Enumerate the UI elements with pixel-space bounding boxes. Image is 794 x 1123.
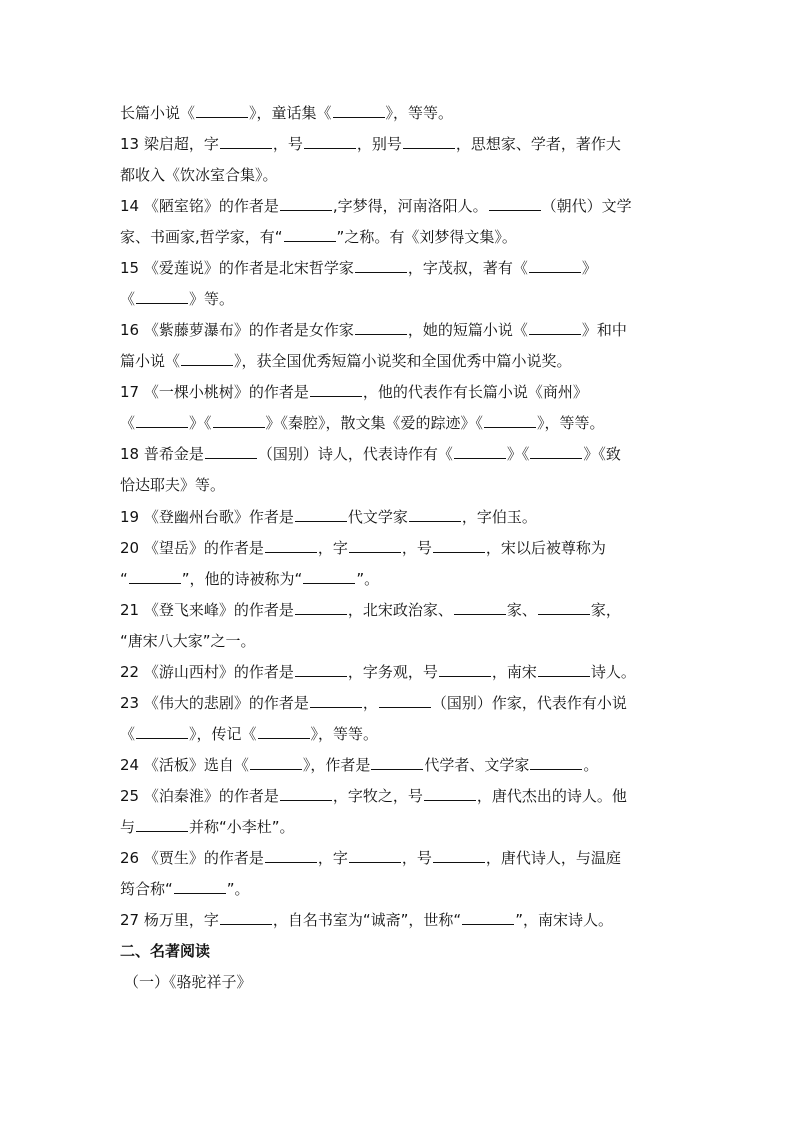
line-text: 》，等等。 [310, 725, 379, 743]
section-heading: 二、名著阅读 [120, 942, 211, 960]
answer-blank[interactable] [136, 725, 188, 739]
line-text: 》，获全国优秀短篇小说奖和全国优秀中篇小说奖。 [234, 352, 572, 370]
line-text: 》《 [506, 445, 530, 463]
answer-blank[interactable] [462, 911, 514, 925]
line-text: （国别）作家，代表作有小说 [431, 694, 627, 712]
answer-blank[interactable] [250, 756, 302, 770]
line-text: 》，传记《 [189, 725, 257, 743]
question-line [120, 848, 680, 868]
answer-blank[interactable] [310, 694, 362, 708]
answer-blank[interactable] [258, 725, 310, 739]
line-text: 》和中 [581, 321, 627, 339]
line-text: ，字务观，号 [347, 663, 438, 681]
answer-blank[interactable] [265, 849, 317, 863]
question-line [120, 755, 680, 775]
answer-blank[interactable] [136, 818, 188, 832]
line-text: 19 《登幽州台歌》作者是 [120, 508, 294, 526]
line-text: （国别）诗人，代表诗作有《 [257, 445, 453, 463]
line-text: “唐宋八大家”之一。 [120, 632, 256, 650]
line-text: 》，童话集《 [249, 104, 332, 122]
line-text: 篇小说《 [120, 352, 181, 370]
answer-blank[interactable] [295, 508, 347, 522]
answer-blank[interactable] [303, 570, 355, 584]
line-text: ，思想家、学者，著作大 [455, 135, 621, 153]
answer-blank[interactable] [538, 601, 590, 615]
question-line [120, 196, 680, 216]
question-line [120, 662, 680, 682]
line-text: ，别号 [356, 135, 402, 153]
line-text: 》《致 [583, 445, 621, 463]
answer-blank[interactable] [538, 663, 590, 677]
line-text: 》《秦腔》，散文集《爱的踪迹》《 [265, 414, 484, 432]
line-text: 诗人。 [590, 663, 636, 681]
line-text: ，宋以后被尊称为 [485, 539, 606, 557]
line-text: 24 《活板》选自《 [120, 756, 249, 774]
line-text: 恰达耶夫》等。 [120, 476, 226, 494]
question-line [120, 724, 680, 744]
line-text: ，字牧之，号 [332, 787, 423, 805]
line-text: 17 《一棵小桃树》的作者是 [120, 383, 309, 401]
line-text: 16 《紫藤萝瀑布》的作者是女作家 [120, 321, 354, 339]
line-text: ”，南宋诗人。 [515, 911, 613, 929]
line-text: 》，等等。 [537, 414, 605, 432]
answer-blank[interactable] [371, 756, 423, 770]
line-text: 25 《泊秦淮》的作者是 [120, 787, 279, 805]
line-text: ”，他的诗被称为“ [181, 570, 303, 588]
question-line [120, 817, 680, 837]
line-text: 家、 [506, 601, 537, 619]
answer-blank[interactable] [310, 383, 362, 397]
line-text: 。 [583, 756, 599, 774]
line-text: 与 [120, 818, 136, 836]
line-text: 22 《游山西村》的作者是 [120, 663, 294, 681]
answer-blank[interactable] [196, 104, 248, 118]
answer-blank[interactable] [403, 135, 455, 149]
answer-blank[interactable] [355, 321, 407, 335]
line-text: ，唐代诗人，与温庭 [485, 849, 621, 867]
line-text: 《 [120, 290, 136, 308]
line-text: ，他的代表作有长篇小说《商州》 [362, 383, 588, 401]
question-line [120, 258, 680, 278]
line-text: 》，作者是 [302, 756, 371, 774]
answer-blank[interactable] [295, 601, 347, 615]
question-line [120, 693, 680, 713]
question-line [120, 227, 680, 247]
line-text: 并称“小李杜”。 [189, 818, 295, 836]
answer-blank[interactable] [409, 508, 461, 522]
question-line [120, 444, 680, 464]
line-text: （朝代）文学 [541, 197, 632, 215]
question-line [120, 879, 680, 899]
line-text: ，她的短篇小说《 [407, 321, 528, 339]
line-text: 都收入《饮冰室合集》。 [120, 166, 278, 184]
line-text: 家、书画家,哲学家，有“ [120, 228, 283, 246]
line-text: ，字 [317, 539, 348, 557]
question-line [120, 165, 680, 185]
line-text: 家， [590, 601, 621, 619]
answer-blank[interactable] [355, 259, 407, 273]
answer-blank[interactable] [530, 445, 582, 459]
line-text: ，南宋 [491, 663, 537, 681]
answer-blank[interactable] [220, 135, 272, 149]
line-text: 》，等等。 [385, 104, 454, 122]
question-line [120, 413, 680, 433]
answer-blank[interactable] [439, 663, 491, 677]
answer-blank[interactable] [136, 414, 188, 428]
line-text: 21 《登飞来峰》的作者是 [120, 601, 294, 619]
answer-blank[interactable] [484, 414, 536, 428]
answer-blank[interactable] [265, 539, 317, 553]
question-line [120, 289, 680, 309]
answer-blank[interactable] [181, 352, 233, 366]
line-text: ，字 [317, 849, 348, 867]
answer-blank[interactable] [136, 290, 188, 304]
line-text: ，字伯玉。 [461, 508, 537, 526]
answer-blank[interactable] [530, 756, 582, 770]
answer-blank[interactable] [454, 445, 506, 459]
question-line [120, 134, 680, 154]
line-text: 代文学家 [347, 508, 408, 526]
line-text: ，北宋政治家、 [347, 601, 453, 619]
line-text: ，号 [401, 539, 432, 557]
line-text: 》 [581, 259, 597, 277]
line-text: ，字茂叔，著有《 [407, 259, 528, 277]
question-line [120, 382, 680, 402]
answer-blank[interactable] [454, 601, 506, 615]
answer-blank[interactable] [280, 197, 332, 211]
line-text: 26 《贾生》的作者是 [120, 849, 264, 867]
answer-blank[interactable] [174, 880, 226, 894]
question-line [120, 569, 680, 589]
line-text: 《 [120, 414, 136, 432]
answer-blank[interactable] [349, 539, 401, 553]
answer-blank[interactable] [220, 911, 272, 925]
line-text: ，自名书室为“诚斋”，世称“ [272, 911, 462, 929]
question-line [120, 600, 680, 620]
answer-blank[interactable] [280, 787, 332, 801]
line-text: ， [362, 694, 378, 712]
answer-blank[interactable] [529, 321, 581, 335]
line-text: 《 [120, 725, 136, 743]
subheading: （一）《骆驼祥子》 [124, 973, 252, 991]
answer-blank[interactable] [433, 849, 485, 863]
answer-blank[interactable] [433, 539, 485, 553]
answer-blank[interactable] [529, 259, 581, 273]
line-text: ，号 [272, 135, 303, 153]
answer-blank[interactable] [304, 135, 356, 149]
line-text: ，号 [401, 849, 432, 867]
question-line [120, 351, 680, 371]
answer-blank[interactable] [213, 414, 265, 428]
line-text: 长篇小说《 [120, 104, 196, 122]
answer-blank[interactable] [284, 228, 336, 242]
question-line [120, 538, 680, 558]
line-text: 代学者、文学家 [424, 756, 530, 774]
question-line [120, 103, 680, 123]
line-text: ，唐代杰出的诗人。他 [476, 787, 627, 805]
question-line [120, 631, 680, 651]
line-text: 》《 [189, 414, 212, 432]
answer-blank[interactable] [295, 663, 347, 677]
line-text: 13 梁启超，字 [120, 135, 219, 153]
line-text: 14 《陋室铭》的作者是 [120, 197, 279, 215]
line-text: ”。 [226, 880, 250, 898]
answer-blank[interactable] [349, 849, 401, 863]
line-text: 筠合称“ [120, 880, 173, 898]
line-text: ”。 [356, 570, 380, 588]
line-text: ,字梦得，河南洛阳人。 [332, 197, 488, 215]
question-line [120, 320, 680, 340]
line-text: 15 《爱莲说》的作者是北宋哲学家 [120, 259, 354, 277]
question-line [120, 910, 680, 930]
question-line [120, 475, 680, 495]
line-text: 27 杨万里，字 [120, 911, 219, 929]
question-line [120, 786, 680, 806]
line-text: ”之称。有《刘梦得文集》。 [336, 228, 517, 246]
line-text: “ [120, 570, 128, 588]
line-text: 》等。 [189, 290, 235, 308]
answer-blank[interactable] [333, 104, 385, 118]
answer-blank[interactable] [205, 445, 257, 459]
line-text: 23 《伟大的悲剧》的作者是 [120, 694, 309, 712]
answer-blank[interactable] [424, 787, 476, 801]
answer-blank[interactable] [379, 694, 431, 708]
answer-blank[interactable] [129, 570, 181, 584]
line-text: 18 普希金是 [120, 445, 204, 463]
question-line [120, 507, 680, 527]
line-text: 20 《望岳》的作者是 [120, 539, 264, 557]
answer-blank[interactable] [489, 197, 541, 211]
